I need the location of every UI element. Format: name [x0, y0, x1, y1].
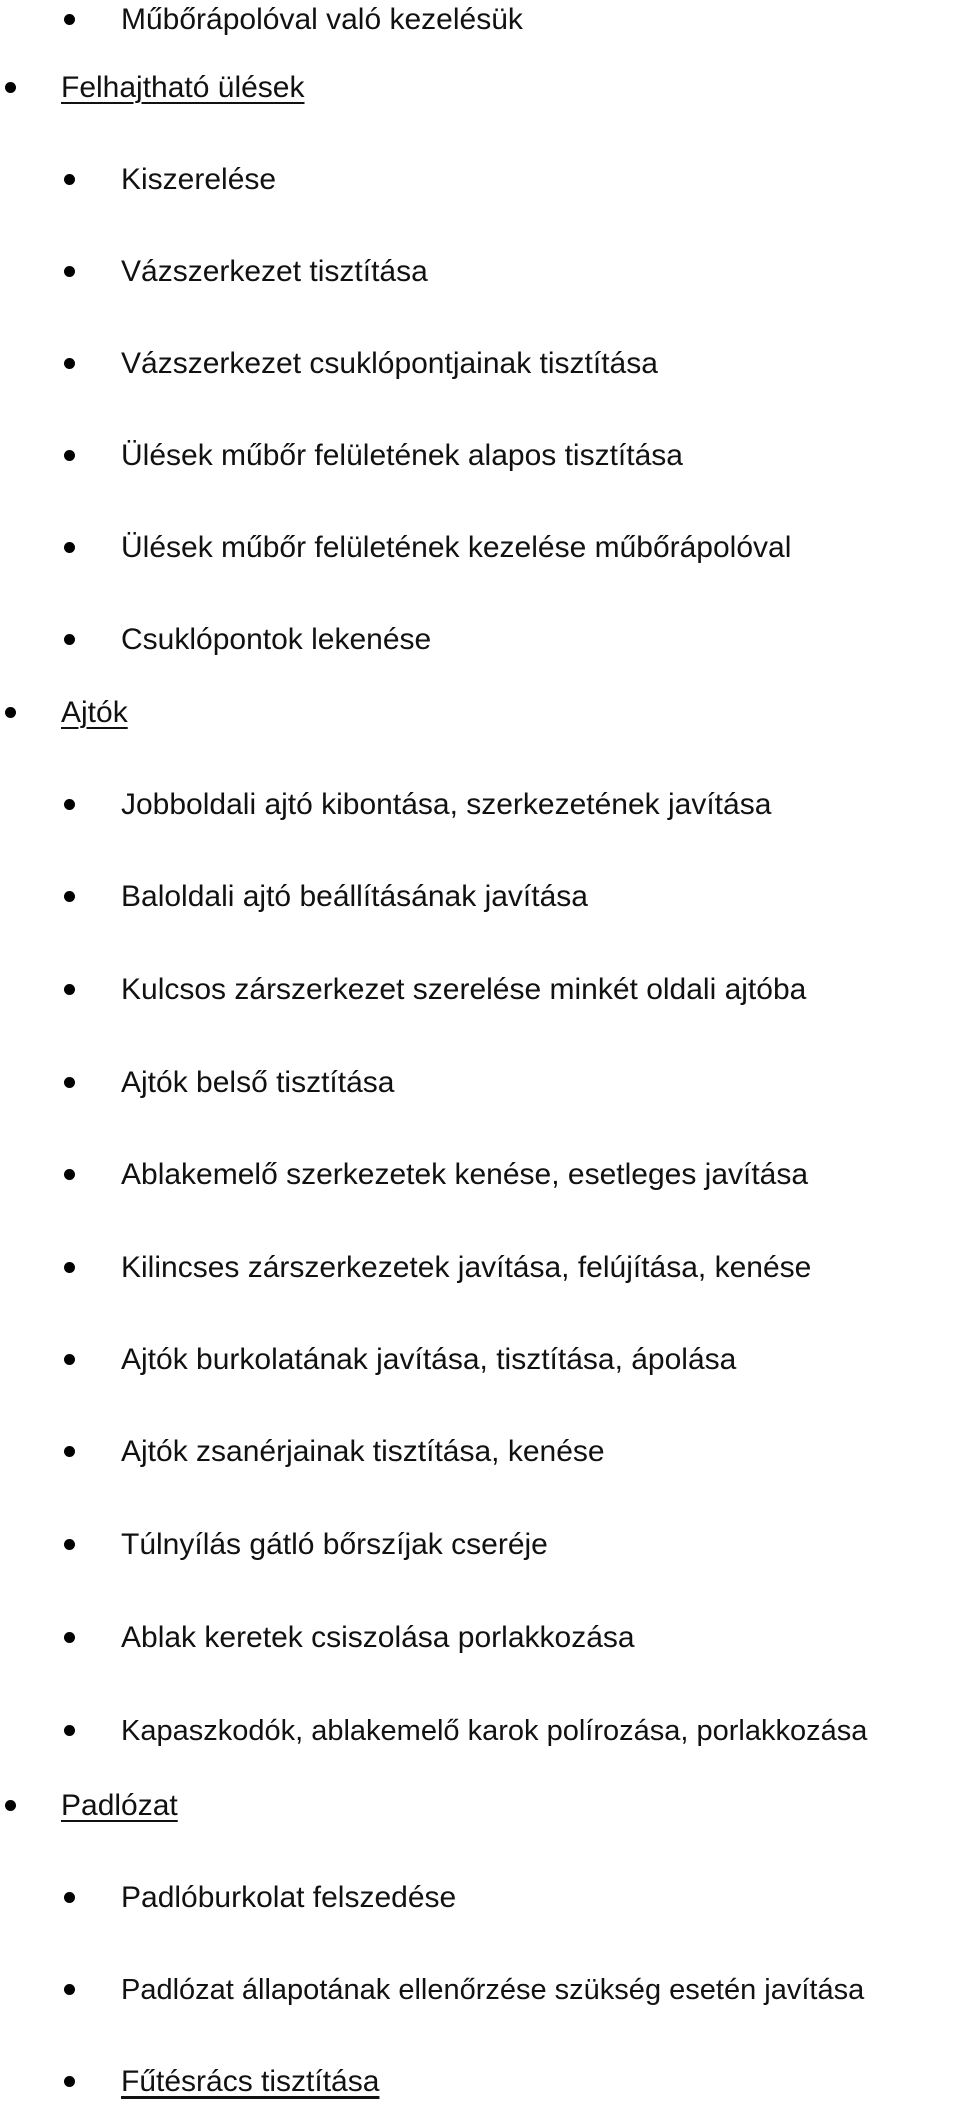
list-item	[0, 877, 960, 937]
section-heading-text: Padlózat	[61, 1789, 178, 1822]
list-item-text: Csuklópontok lekenése	[121, 623, 432, 656]
list-item-text: Jobboldali ajtó kibontása, szerkezetének javítása	[121, 788, 772, 821]
section-heading-text: Ajtók	[61, 696, 128, 729]
bullet-icon	[64, 266, 75, 277]
list-item	[0, 2062, 960, 2122]
section-heading-item	[0, 1786, 960, 1846]
list-item-text: Baloldali ajtó beállításának javítása	[121, 880, 588, 913]
list-item-text: Vázszerkezet csuklópontjainak tisztítása	[121, 347, 658, 380]
bullet-icon	[5, 707, 16, 718]
list-item	[0, 620, 960, 680]
list-item	[0, 1063, 960, 1123]
bullet-icon	[5, 1800, 16, 1811]
list-item	[0, 1970, 960, 2030]
list-item-text: Ajtók belső tisztítása	[121, 1066, 395, 1099]
list-item	[0, 1248, 960, 1308]
list-item	[0, 160, 960, 220]
bullet-icon	[64, 984, 75, 995]
bullet-icon	[64, 1632, 75, 1643]
list-item	[0, 1340, 960, 1400]
bullet-icon	[5, 82, 16, 93]
list-item	[0, 1878, 960, 1938]
bullet-icon	[64, 1892, 75, 1903]
list-item-text: Ablak keretek csiszolása porlakkozása	[121, 1621, 635, 1654]
bullet-icon	[64, 2076, 75, 2087]
list-item-text: Padlóburkolat felszedése	[121, 1881, 457, 1914]
list-item-text: Vázszerkezet tisztítása	[121, 255, 428, 288]
bullet-icon	[64, 799, 75, 810]
list-item-text: Padlózat állapotának ellenőrzése szükség esetén javítása	[121, 1974, 865, 2006]
bullet-icon	[64, 1539, 75, 1550]
bullet-icon	[64, 1262, 75, 1273]
list-item	[0, 0, 960, 60]
bullet-icon	[64, 891, 75, 902]
bullet-icon	[64, 1984, 75, 1995]
list-item	[0, 1525, 960, 1585]
list-item-text: Ülések műbőr felületének alapos tisztítása	[121, 439, 683, 472]
section-heading-text: Felhajtható ülések	[61, 71, 305, 104]
list-item-text: Műbőrápolóval való kezelésük	[121, 3, 523, 36]
list-item-text: Ülések műbőr felületének kezelése műbőrápolóval	[121, 531, 792, 564]
bullet-icon	[64, 174, 75, 185]
list-item	[0, 1155, 960, 1215]
bullet-icon	[64, 1354, 75, 1365]
list-item-text: Ajtók burkolatának javítása, tisztítása, ápolása	[121, 1343, 737, 1376]
list-item	[0, 1432, 960, 1492]
list-item-text: Ajtók zsanérjainak tisztítása, kenése	[121, 1435, 605, 1468]
list-item	[0, 528, 960, 588]
list-item	[0, 252, 960, 312]
bullet-icon	[64, 450, 75, 461]
bullet-icon	[64, 634, 75, 645]
list-item	[0, 1711, 960, 1771]
bullet-icon	[64, 1725, 75, 1736]
list-item	[0, 1618, 960, 1678]
list-item	[0, 436, 960, 496]
section-heading-item	[0, 693, 960, 753]
bullet-icon	[64, 542, 75, 553]
list-item-text: Kapaszkodók, ablakemelő karok polírozása, porlakkozása	[121, 1715, 868, 1747]
bullet-icon	[64, 14, 75, 25]
list-item	[0, 785, 960, 845]
list-item	[0, 970, 960, 1030]
bullet-icon	[64, 1077, 75, 1088]
list-item-text: Fűtésrács tisztítása	[121, 2065, 380, 2098]
list-item-text: Kilincses zárszerkezetek javítása, felújítása, kenése	[121, 1251, 812, 1284]
list-item-text: Ablakemelő szerkezetek kenése, esetleges javítása	[121, 1158, 809, 1191]
bullet-icon	[64, 1169, 75, 1180]
list-item-text: Kiszerelése	[121, 163, 277, 196]
list-item-text: Kulcsos zárszerkezet szerelése minkét oldali ajtóba	[121, 973, 807, 1006]
list-item	[0, 344, 960, 404]
bullet-icon	[64, 1446, 75, 1457]
section-heading-item	[0, 68, 960, 128]
bullet-icon	[64, 358, 75, 369]
list-item-text: Túlnyílás gátló bőrszíjak cseréje	[121, 1528, 548, 1561]
